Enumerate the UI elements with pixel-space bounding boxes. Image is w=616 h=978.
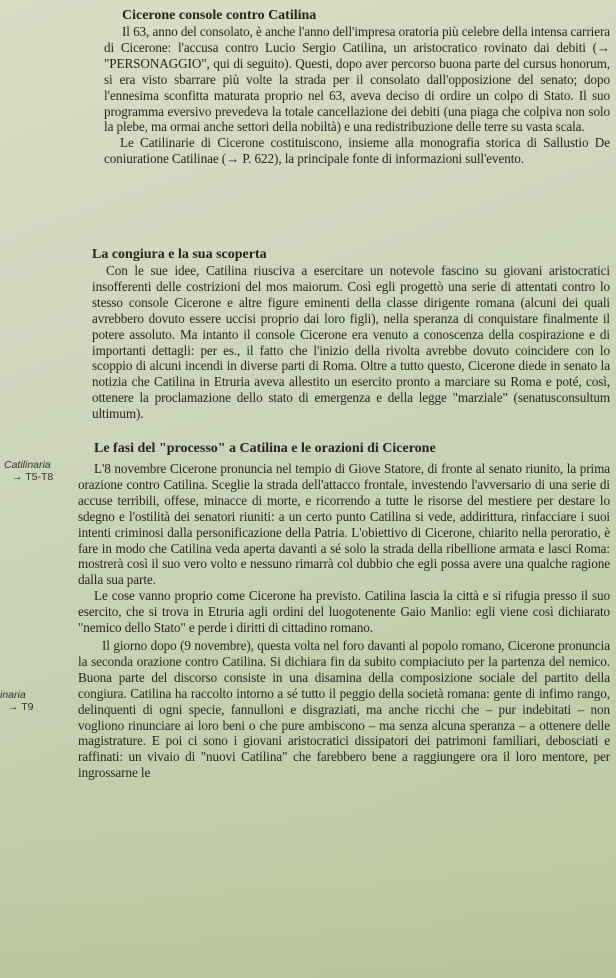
section-fasi-processo bbox=[78, 441, 610, 781]
margin-note-catilinaria bbox=[4, 459, 76, 483]
body-paragraph: Le Catilinarie di Cicerone costituiscono, insieme alla monografia storica di Sallustio De coniuratione Catilinae (→ P. 622), la principale fonte di informazioni sull'evento. bbox=[104, 135, 610, 167]
body-paragraph: Le cose vanno proprio come Cicerone ha previsto. Catilina lascia la città e si rifugia presso il suo esercito, che si trova in Etruria agli ordini del luogotenente Gaio Manlio: egli viene così dichiarato "nemico dello Stato" e perde i diritti di cittadino romano. bbox=[78, 588, 610, 636]
margin-note-ref: → T9 bbox=[8, 701, 34, 713]
body-paragraph: L'8 novembre Cicerone pronuncia nel tempio di Giove Statore, di fronte al senato riunito, la prima orazione contro Catilina. Sceglie la strada dell'attacco frontale, investendo l'avversario di una serie di accuse terribili, offese, minacce di morte, e ricorrendo a tutte le risorse del mestiere per destare lo sdegno e l'ostilità dei senatori riuniti: a un certo punto Catilina si vede, addirittura, rinfacciare i suoi intenti criminosi dalla personificazione della Patria. L'obiettivo di Cicerone, chiarito nella peroratio, è fare in modo che Catilina veda aperta davanti a sé solo la strada della ribellione armata e lasci Roma: mostrerà così il suo vero volto e nessuno rimarrà col dubbio che egli possa avere una qualche ragione dalla sua parte. bbox=[78, 461, 610, 588]
section-title: Cicerone console contro Catilina bbox=[122, 8, 317, 23]
margin-note-label: Catilinaria bbox=[4, 459, 51, 471]
body-paragraph: Il 63, anno del consolato, è anche l'anno dell'impresa oratoria più celebre della intensa carriera di Cicerone: l'accusa contro Lucio Sergio Catilina, un aristocratico rovinato dai debiti (→ "PERSONAGGIO", qui di seguito). Questi, dopo aver percorso buona parte del cursus honorum, si era visto sbarrare più volte la strada per il consolato dall'opposizione del senato; dopo l'ennesima sconfitta maturata proprio nel 63, aveva deciso di ordire un colpo di Stato. Il suo programma eversivo prevedeva la totale cancellazione dei debiti (una piaga che colpiva non solo la plebe, ma ormai anche settori della nobiltà) e una redistribuzione delle terre su vasta scala. bbox=[104, 24, 610, 135]
section-congiura bbox=[92, 247, 610, 422]
margin-note-inaria bbox=[0, 689, 60, 713]
body-paragraph: Il giorno dopo (9 novembre), questa volta nel foro davanti al popolo romano, Cicerone pronuncia la seconda orazione contro Catilina. Si dichiara fin da subito compiaciuto per la partenza del nemico. Buona parte del discorso consiste in una disamina della composizione sociale del partito della congiura. Catilina ha raccolto intorno a sé tutto il peggio della società romana: gente di infimo rango, delinquenti di ogni specie, fannulloni e disgraziati, ma anche ricchi che – pur indebitati – non vogliono rinunciare ai loro beni o che pure ambiscono – ma senza alcuna speranza – a ottenere delle magistrature. E poi ci sono i giovani aristocratici dissipatori dei patrimoni familiari, debosciati e raffinati: un vivaio di "nuovi Catilina" che farebbero bene a raggiungere ora il loro mentore, per ingrossarne le bbox=[78, 637, 610, 781]
page-shadow bbox=[0, 820, 616, 978]
section-title: Le fasi del "processo" a Catilina e le orazioni di Cicerone bbox=[94, 441, 436, 456]
body-paragraph: Con le sue idee, Catilina riusciva a esercitare un notevole fascino su giovani aristocratici insofferenti delle costrizioni del mos maiorum. Così egli progettò una serie di attentati contro lo stesso console Cicerone e altre figure eminenti della classe dirigente romana (alcuni dei quali avrebbero dovuto essere uccisi proprio dai loro figli), nella speranza di conquistare finalmente il potere assoluto. Ma intanto il console Cicerone era venuto a conoscenza della cospirazione e di importanti dettagli: per es., il fatto che l'inizio della rivolta avrebbe dovuto coincidere con lo scoppio di alcuni incendi in diverse parti di Roma. Oltre a tutto questo, Cicerone diede in senato la notizia che Catilina in Etruria aveva allestito un esercito pronto a marciare su Roma e poté, così, ottenere la proclamazione dello stato di emergenza e della legge "marziale" (senatusconsultum ultimum). bbox=[92, 263, 610, 422]
section-title: La congiura e la sua scoperta bbox=[92, 247, 267, 262]
section-cicerone-console bbox=[104, 8, 610, 167]
margin-note-label: inaria bbox=[0, 689, 26, 701]
margin-note-ref: → T5-T8 bbox=[12, 471, 54, 483]
